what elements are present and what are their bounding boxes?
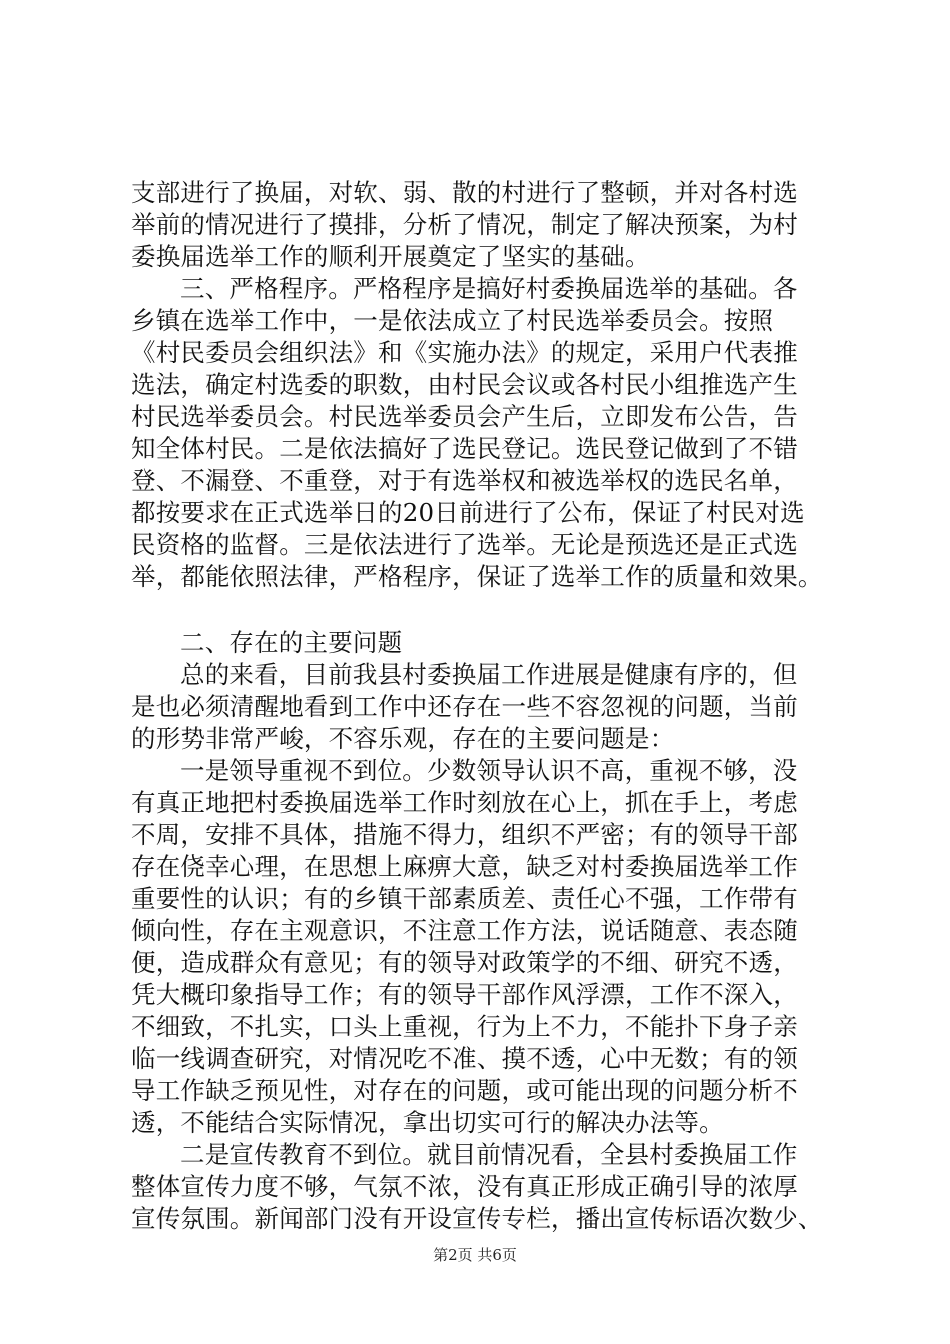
text-line: 倾向性，存在主观意识，不注意工作方法，说话随意、表态随 (131, 916, 798, 945)
text-line: 二是宣传教育不到位。就目前情况看，全县村委换届工作 (180, 1140, 798, 1169)
text-line: 村民选举委员会。村民选举委员会产生后，立即发布公告，告 (131, 402, 798, 431)
text-line: 宣传氛围。新闻部门没有开设宣传专栏，播出宣传标语次数少、 (131, 1204, 823, 1233)
text-line: 存在侥幸心理，在思想上麻痹大意，缺乏对村委换届选举工作 (131, 852, 798, 881)
text-line: 选法，确定村选委的职数，由村民会议或各村民小组推选产生 (131, 370, 798, 399)
text-line: 支部进行了换届，对软、弱、散的村进行了整顿，并对各村选 (131, 178, 798, 207)
text-line: 一是领导重视不到位。少数领导认识不高，重视不够，没 (180, 756, 798, 785)
text-line: 举前的情况进行了摸排，分析了情况，制定了解决预案，为村 (131, 210, 798, 239)
text-line: 临一线调查研究，对情况吃不准、摸不透，心中无数；有的领 (131, 1044, 798, 1073)
text-line: 民资格的监督。三是依法进行了选举。无论是预选还是正式选 (131, 530, 798, 559)
text-line: 重要性的认识；有的乡镇干部素质差、责任心不强，工作带有 (131, 884, 798, 913)
text-line: 登、不漏登、不重登，对于有选举权和被选举权的选民名单， (131, 466, 798, 495)
text-line: 不细致，不扎实，口头上重视，行为上不力，不能扑下身子亲 (131, 1012, 798, 1041)
text-line: 都按要求在正式选举日的20日前进行了公布，保证了村民对选 (131, 498, 805, 527)
text-line: 举，都能依照法律，严格程序，保证了选举工作的质量和效果。 (131, 562, 823, 591)
text-line: 不周，安排不具体，措施不得力，组织不严密；有的领导干部 (131, 820, 798, 849)
section-heading: 二、存在的主要问题 (180, 628, 403, 657)
text-line: 委换届选举工作的顺利开展奠定了坚实的基础。 (131, 242, 650, 271)
text-line: 便，造成群众有意见；有的领导对政策学的不细、研究不透， (131, 948, 798, 977)
text-line: 凭大概印象指导工作；有的领导干部作风浮漂，工作不深入， (131, 980, 798, 1009)
text-line: 乡镇在选举工作中，一是依法成立了村民选举委员会。按照 (131, 306, 774, 335)
text-line: 的形势非常严峻，不容乐观，存在的主要问题是： (131, 724, 675, 753)
text-line: 透，不能结合实际情况，拿出切实可行的解决办法等。 (131, 1108, 724, 1137)
page-number-footer: 第2页 共6页 (433, 1246, 517, 1264)
section-heading: 三、严格程序。严格程序是搞好村委换届选举的基础。各 (180, 274, 798, 303)
text-line: 有真正地把村委换届选举工作时刻放在心上，抓在手上，考虑 (131, 788, 798, 817)
text-line: 整体宣传力度不够，气氛不浓，没有真正形成正确引导的浓厚 (131, 1172, 798, 1201)
text-line: 总的来看，目前我县村委换届工作进展是健康有序的，但 (180, 660, 798, 689)
text-line: 是也必须清醒地看到工作中还存在一些不容忽视的问题，当前 (131, 692, 798, 721)
text-line: 导工作缺乏预见性，对存在的问题，或可能出现的问题分析不 (131, 1076, 798, 1105)
text-line: 《村民委员会组织法》和《实施办法》的规定，采用户代表推 (131, 338, 798, 367)
text-line: 知全体村民。二是依法搞好了选民登记。选民登记做到了不错 (131, 434, 798, 463)
